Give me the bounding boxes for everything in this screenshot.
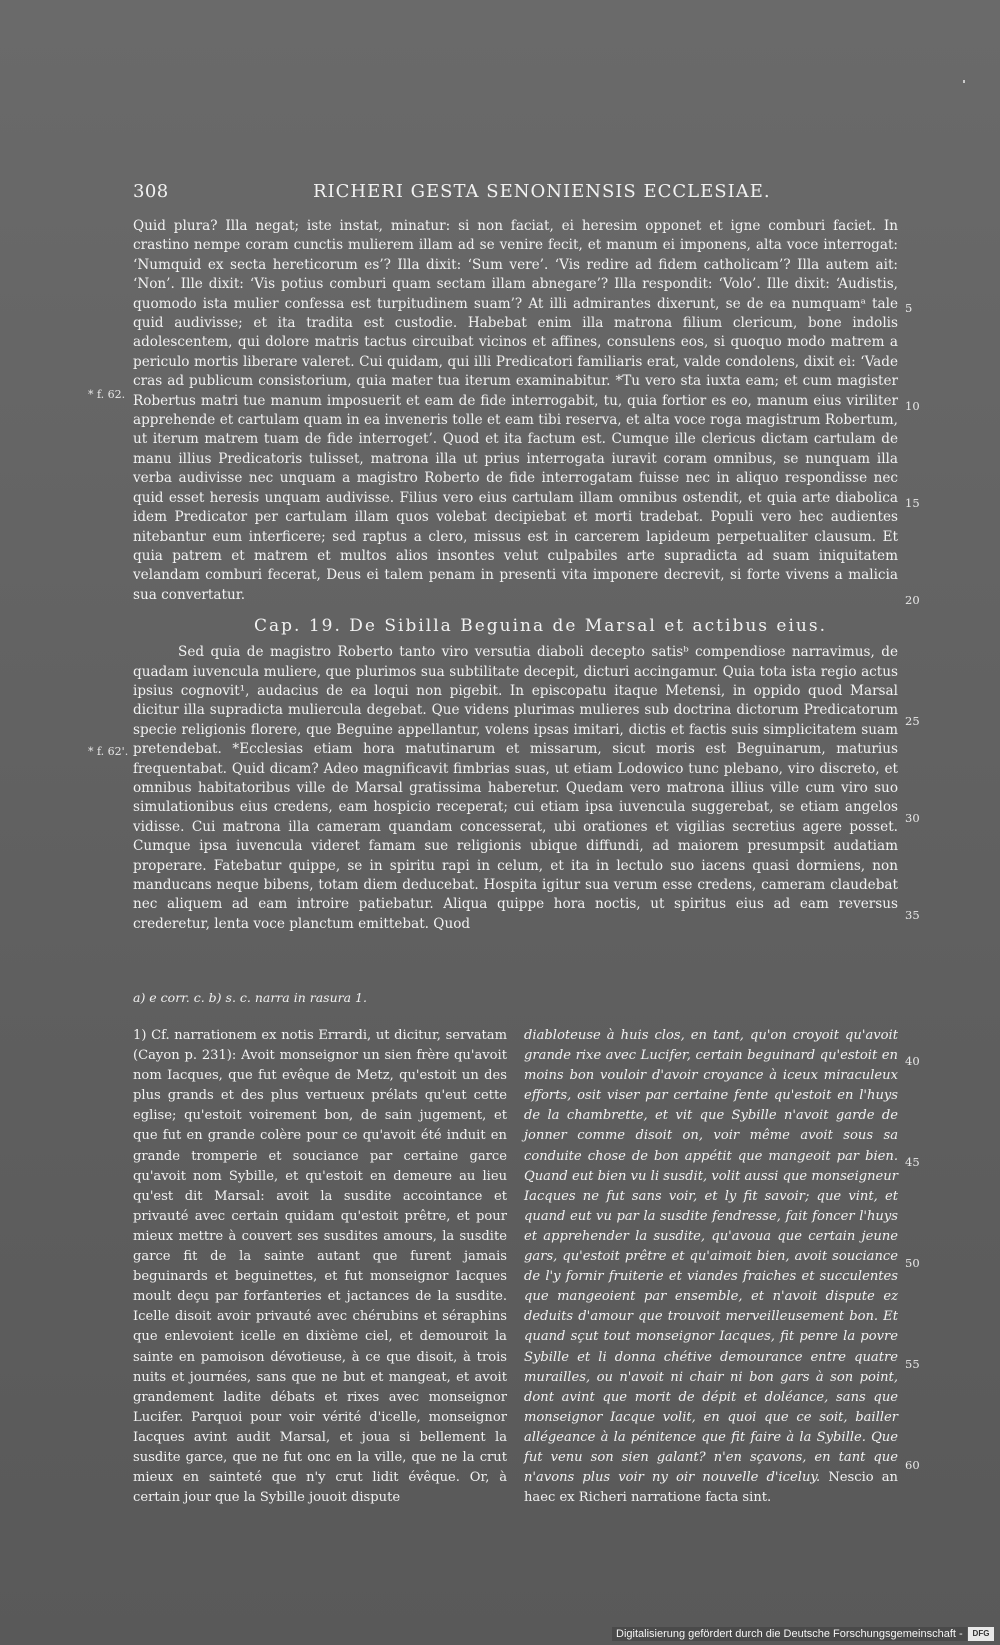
paragraph-2: Sed quia de magistro Roberto tanto viro versutia diaboli decepto satisᵇ compendiose narravimus, de quadam iuvencula muliere, que plurimos sua subtilitate decepit, dicturi accingamur. Quia tota ista regio actus ipsius cognovit¹, audacius de ea loqui non pigebit. In episcopatu itaque Metensi, in oppido quod Marsal dicitur illa supradicta muliercula degebat. Que videns plurimas mulieres sub doctrina dictorum Predicatorum specie religionis florere, que Beguine appellantur, volens ipsas imitari, dictis et factis suis simplicitatem suam pretendebat. *Ecclesias etiam hora matutinarum et missarum, sicut moris est Beguinarum, maturius frequentabat. Quid dicam? Adeo magnificavit fimbrias suas, ut etiam Lodowico tunc plebano, viro discreto, et omnibus habitatoribus ville de Marsal gratissima haberetur. Quedam vero matrona illius ville cum viro suo simulationibus eius credens, eam hospicio receperat; cui etiam ipsa iuvencula suggerebat, se etiam angelos vidisse. Cui matrona illa cameram quandam concesserat, ubi orationes et vigilias secretius agere posset. Cumque ipsa iuvencula videret famam sue religionis ubique diffundi, ad maiorem presumpsit audatiam properare. Fatebatur quippe, se in spiritu rapi in celum, et ita in lectulo suo iacens quasi dormiens, non manducans neque bibens, totam diem deducebat. Hospita igitur sua verum esse credens, cameram claudebat nec aliquem ad eam introire patiebatur. Aliqua quippe hora noctis, ut spiritus eius ad eam reversus crederetur, lenta voce planctum emittebat. Quod bbox=[133, 644, 898, 932]
line-number: 45 bbox=[905, 1155, 920, 1169]
page-number: 308 bbox=[133, 181, 169, 202]
footnote-left-column bbox=[133, 1026, 507, 1508]
line-number: 30 bbox=[905, 811, 920, 825]
digitization-credit: Digitalisierung gefördert durch die Deutsche Forschungsgemeinschaft - bbox=[612, 1627, 967, 1641]
line-number: 40 bbox=[905, 1054, 920, 1068]
footnote-right-tail: Nescio an haec ex Richeri narratione facta sint. bbox=[524, 1470, 898, 1506]
line-number: 20 bbox=[905, 593, 920, 607]
footnote-block bbox=[133, 1026, 898, 1546]
main-text bbox=[133, 217, 898, 934]
line-number: 15 bbox=[905, 496, 920, 510]
folio-marker-1: * f. 62. bbox=[88, 388, 126, 401]
scan-speck bbox=[963, 80, 965, 83]
footnote-left-text: 1) Cf. narrationem ex notis Errardi, ut dicitur, servatam (Cayon p. 231): Avoit monseignor un sien frère qu'avoit nom Iacques, que fut evêque de Metz, qu'estoit un des plus grands et des plus vertueux prélats qu'eut cette eglise; qu'estoit voirement bon, de sain jugement, et que fut en grande colère pour ce qu'avoit été induit en grande tromperie et souciance par certaine garce qu'avoit nom Sybille, et qu'estoit en demeure au lieu qu'est dit Marsal: avoit la susdite accointance et privauté avec certain quidam qu'estoit prêtre, et pour mieux mettre à couvert ses susdites amours, la susdite garce fit de la sainte autant que furent jamais beguinards et beguinettes, et fut monseignor Iacques moult deçu par forfanteries et jactances de la susdite. Icelle disoit avoir privauté avec chérubins et séraphins que enlevoient icelle en dixième ciel, et demouroit la sainte en pamoison dévotieuse, à ce que disoit, à trois nuits et journées, sans que ne but et mangeat, et avoit grandement ladite débats et rixes avec monseignor Lucifer. Parquoi pour voir vérité d'icelle, monseignor Iacques avint audit Marsal, et joua si bellement la susdite garce, que ne fut onc en la ville, que ne la crut mieux en sainteté que n'y crut lidit évêque. Or, à certain jour que la Sybille jouoit dispute bbox=[133, 1028, 507, 1506]
running-title: RICHERI GESTA SENONIENSIS ECCLESIAE. bbox=[313, 181, 771, 202]
paragraph-1: Quid plura? Illa negat; iste instat, minatur: si non faciat, ei heresim opponet et igne comburi faciet. In crastino nempe coram cunctis mulierem illam ad se venire fecit, et manum ei imponens, alta voce interrogat: ‘Numquid ex secta hereticorum es’? Illa dixit: ‘Sum vere’. ‘Vis redire ad fidem catholicam’? Illa autem ait: ‘Non’. Ille dixit: ‘Vis potius comburi quam sectam illam abnegare’? Illa respondit: ‘Volo’. Ille dixit: ‘Audistis, quomodo ista mulier confessa est turpitudinem suam’? At illi admirantes dixerunt, se de ea numquamᵃ tale quid audivisse; et ita tradita est custodie. Habebat enim illa matrona filium clericum, bone indolis adolescentem, qui dolore matris tactus circuibat vicinos et affines, consulens eos, si quoquo modo matrem a periculo mortis liberare valeret. Cui quidam, qui illi Predicatori familiaris erat, valde condolens, dixit ei: ‘Vade cras ad publicum consistorium, quia mater tua iterum examinabitur. *Tu vero sta iuxta eam; et cum magister Robertus matri tue manum imposuerit et eam de fide interrogabit, tu, quia fortior es eo, manum eius viriliter apprehende et cartulam quam in ea inveneris tolle et eam tibi reserva, et alta voce roga magistrum Robertum, ut iterum matrem tuam de fide interroget’. Quod et ita factum est. Cumque ille clericus dictam cartulam de manu illius Predicatoris tulisset, matrona illa ut prius interrogata iuravit coram omnibus, se nunquam illa verba audivisse nec unquam a magistro Roberto de fide interrogatam fuisse nec in aliquo respondisse nec quid esset heresis unquam audivisse. Filius vero eius cartulam illam omnibus ostendit, et quia arte diabolica idem Predicator per cartulam illam quos volebat decipiebat et morti tradebat. Populi vero hec audientes nitebantur eum interficere; sed raptus a clero, missus est in carcerem lapideum perpetualiter clausum. Et quia patrem et matrem et multos alios insontes velut culpabiles arte supradicta ad suam iniquitatem velandam comburi fecerat, Deus ei talem penam in presenti vita imponere decrevit, si forte vivens a malicia sua convertatur. bbox=[133, 218, 898, 603]
dfg-logo: DFG bbox=[968, 1627, 994, 1641]
critical-apparatus: a) e corr. c. b) s. c. narra in rasura 1. bbox=[133, 990, 367, 1005]
chapter-heading: Cap. 19. De Sibilla Beguina de Marsal et actibus eius. bbox=[254, 616, 827, 637]
line-number: 35 bbox=[905, 908, 920, 922]
folio-marker-2: * f. 62'. bbox=[88, 745, 129, 758]
footnote-right-text: diabloteuse à huis clos, en tant, qu'on croyoit qu'avoit grande rixe avec Lucifer, certain beguinard qu'estoit en moins bon vouloir d'avoir croyance à iceux miraculeux efforts, osit viser par certaine fente qu'estoit en l'huys de la chambrette, et vit que Sybille n'avoit garde de jonner comme disoit on, voir même avoit sous sa conduite chose de bon appétit que mangeoit par bien. Quand eut bien vu li susdit, volit aussi que monseigneur Iacques ne fut sans voir, et ly fit savoir; que vint, et quand eut vu par la susdite fendresse, fait foncer l'huys et apprehender la susdite, qu'avoua que certain jeune gars, qu'estoit prêtre et qu'aimoit bien, avoit souciance de l'y fornir fruiterie et viandes fraiches et succulentes que mangeoient par ensemble, et n'avoit dispute ez deduits d'amour que trouvoit merveilleusement bon. Et quand sçut tout monseignor Iacques, fit penre la povre Sybille et li donna chétive demourance entre quatre murailles, ou n'avoit ni chair ni bon gars à son point, dont avint que morit de dépit et doléance, sans que monseignor Iacque volit, en quoi que ce soit, bailler allégeance à la pénitence que fit faire à la Sybille. Que fut venu son sien galant? n'en sçavons, en tant que n'avons plus voir ny oir nouvelle d'iceluy. bbox=[524, 1028, 898, 1486]
line-number: 50 bbox=[905, 1256, 920, 1270]
line-number: 25 bbox=[905, 714, 920, 728]
line-number: 10 bbox=[905, 399, 920, 413]
line-number: 60 bbox=[905, 1458, 920, 1472]
line-number: 5 bbox=[905, 301, 913, 315]
footnote-right-column bbox=[524, 1026, 898, 1508]
line-number: 55 bbox=[905, 1357, 920, 1371]
